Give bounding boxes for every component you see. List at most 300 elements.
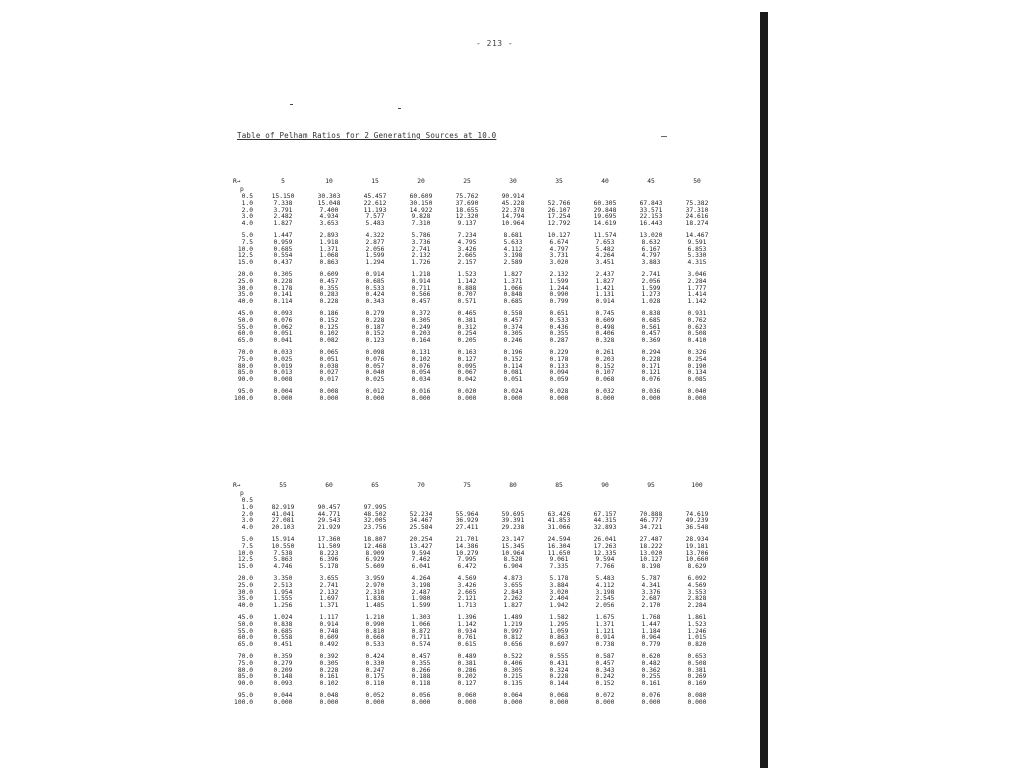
value-cell: 4.112 (503, 245, 523, 253)
value-cell: 1.246 (687, 627, 707, 635)
row-label: 20.0 (237, 270, 253, 278)
value-cell: 0.000 (687, 698, 707, 706)
value-cell: 11.574 (593, 231, 617, 239)
value-cell: 3.451 (595, 259, 615, 267)
value-cell: 22.378 (501, 206, 525, 214)
value-cell: 1.273 (641, 291, 661, 299)
value-cell: 25.584 (409, 524, 433, 532)
value-cell: 0.914 (595, 634, 615, 642)
column-header: 30 (509, 178, 517, 186)
value-cell: 9.061 (549, 556, 569, 564)
value-cell: 0.457 (503, 316, 523, 324)
value-cell: 0.081 (503, 369, 523, 377)
value-cell: 0.059 (549, 376, 569, 384)
value-cell: 7.538 (273, 549, 293, 557)
value-cell: 36.548 (685, 524, 709, 532)
value-cell: 0.558 (273, 634, 293, 642)
value-cell: 1.827 (503, 602, 523, 610)
value-cell: 0.369 (641, 337, 661, 345)
column-header: 40 (601, 178, 609, 186)
value-cell: 0.697 (549, 641, 569, 649)
value-cell: 1.059 (549, 627, 569, 635)
value-cell: 1.827 (595, 277, 615, 285)
value-cell: 0.381 (457, 659, 477, 667)
value-cell: 0.533 (549, 316, 569, 324)
value-cell: 0.127 (457, 680, 477, 688)
value-cell: 0.566 (411, 291, 431, 299)
value-cell: 0.609 (319, 634, 339, 642)
value-cell: 6.853 (687, 245, 707, 253)
value-cell: 12.468 (363, 542, 387, 550)
value-cell: 0.372 (411, 309, 431, 317)
blank-cell (398, 490, 444, 498)
value-cell: 17.263 (593, 542, 617, 550)
value-cell: 0.042 (457, 376, 477, 384)
row-variable-label: p (240, 489, 244, 497)
value-cell: 15.914 (271, 535, 295, 543)
value-cell: 0.964 (641, 634, 661, 642)
value-cell: 6.674 (549, 238, 569, 246)
column-header: 50 (693, 178, 701, 186)
value-cell: 4.797 (641, 252, 661, 260)
value-cell: 24.616 (685, 213, 709, 221)
value-cell: 0.188 (411, 673, 431, 681)
value-cell: 10.964 (501, 549, 525, 557)
value-cell: 0.997 (503, 627, 523, 635)
value-cell: 0.810 (365, 627, 385, 635)
value-cell: 8.223 (319, 549, 339, 557)
value-cell: 0.065 (319, 348, 339, 356)
value-cell: 10.127 (547, 231, 571, 239)
value-cell: 0.934 (457, 627, 477, 635)
row-label: 35.0 (237, 291, 253, 299)
column-header: 95 (647, 482, 655, 490)
value-cell: 67.157 (593, 510, 617, 518)
value-cell: 1.303 (411, 613, 431, 621)
value-cell: 7.653 (595, 238, 615, 246)
value-cell: 0.406 (595, 330, 615, 338)
value-cell: 75.382 (685, 199, 709, 207)
value-cell: 0.660 (365, 634, 385, 642)
value-cell: 7.995 (457, 556, 477, 564)
value-cell: 9.594 (595, 556, 615, 564)
value-cell: 1.827 (273, 220, 293, 228)
blank-cell (536, 186, 582, 194)
value-cell: 6.929 (365, 556, 385, 564)
value-cell: 12.320 (455, 213, 479, 221)
value-cell: 37.310 (685, 206, 709, 214)
value-cell: 7.234 (457, 231, 477, 239)
value-cell: 0.110 (365, 680, 385, 688)
corner-label: R→ (233, 178, 241, 186)
value-cell: 0.118 (411, 680, 431, 688)
value-cell: 4.341 (641, 581, 661, 589)
value-cell: 0.571 (457, 298, 477, 306)
value-cell: 1.396 (457, 613, 477, 621)
value-cell: 0.406 (503, 659, 523, 667)
value-cell: 0.761 (457, 634, 477, 642)
value-cell: 13.020 (639, 231, 663, 239)
row-label: 12.5 (237, 556, 253, 564)
table-row (230, 525, 720, 532)
value-cell: 23.147 (501, 535, 525, 543)
column-header: 25 (463, 178, 471, 186)
value-cell: 0.171 (641, 362, 661, 370)
value-cell: 9.594 (411, 549, 431, 557)
value-cell: 0.343 (595, 666, 615, 674)
value-cell: 1.184 (641, 627, 661, 635)
row-label: 7.5 (241, 542, 253, 550)
blank-cell (444, 490, 490, 498)
value-cell: 0.620 (641, 652, 661, 660)
value-cell: 2.132 (411, 252, 431, 260)
value-cell: 33.571 (639, 206, 663, 214)
value-cell: 0.148 (273, 673, 293, 681)
value-cell: 3.020 (549, 588, 569, 596)
value-cell: 5.863 (273, 556, 293, 564)
column-header: 65 (371, 482, 379, 490)
column-header: 5 (281, 178, 285, 186)
row-label: 20.0 (237, 574, 253, 582)
value-cell: 0.178 (273, 284, 293, 292)
value-cell: 0.990 (365, 620, 385, 628)
value-cell: 17.360 (317, 535, 341, 543)
value-cell: 0.482 (641, 659, 661, 667)
value-cell: 2.741 (411, 245, 431, 253)
value-cell: 27.411 (455, 524, 479, 532)
value-cell: 0.457 (319, 277, 339, 285)
value-cell: 67.843 (639, 199, 663, 207)
row-label: 3.0 (241, 213, 253, 221)
value-cell: 0.093 (273, 680, 293, 688)
value-cell: 1.142 (687, 298, 707, 306)
value-cell: 0.872 (411, 627, 431, 635)
value-cell: 0.457 (411, 652, 431, 660)
table-row (230, 221, 720, 228)
value-cell: 2.893 (319, 231, 339, 239)
value-cell: 0.436 (549, 323, 569, 331)
column-header: 15 (371, 178, 379, 186)
value-cell (444, 498, 490, 505)
value-cell: 4.322 (365, 231, 385, 239)
value-cell: 31.066 (547, 524, 571, 532)
value-cell: 49.239 (685, 517, 709, 525)
value-cell: 5.787 (641, 574, 661, 582)
value-cell: 2.482 (273, 213, 293, 221)
value-cell: 0.034 (411, 376, 431, 384)
value-cell: 21.929 (317, 524, 341, 532)
value-cell: 1.219 (503, 620, 523, 628)
row-label: 0.5 (241, 497, 253, 504)
value-cell: 29.238 (501, 524, 525, 532)
value-cell: 0.127 (457, 355, 477, 363)
value-cell: 7.338 (273, 199, 293, 207)
blank-cell (674, 490, 720, 498)
value-cell: 2.970 (365, 581, 385, 589)
value-cell: 0.305 (319, 659, 339, 667)
value-cell: 0.041 (273, 337, 293, 345)
row-label: 45.0 (237, 309, 253, 317)
value-cell: 0.152 (503, 355, 523, 363)
value-cell: 74.619 (685, 510, 709, 518)
value-cell: 2.132 (549, 270, 569, 278)
value-cell: 2.741 (641, 270, 661, 278)
value-cell: 0.076 (641, 691, 661, 699)
row-label: 5.0 (241, 231, 253, 239)
value-cell: 14.386 (455, 542, 479, 550)
value-cell: 0.164 (411, 337, 431, 345)
value-cell: 0.000 (641, 698, 661, 706)
value-cell: 0.008 (273, 376, 293, 384)
value-cell: 12.792 (547, 220, 571, 228)
value-cell: 0.209 (273, 666, 293, 674)
value-cell: 0.178 (549, 355, 569, 363)
value-cell: 29.848 (593, 206, 617, 214)
row-variable-label: p (240, 185, 244, 193)
value-cell: 0.000 (365, 394, 385, 402)
value-cell: 6.092 (687, 574, 707, 582)
value-cell: 2.056 (365, 245, 385, 253)
value-cell: 9.828 (411, 213, 431, 221)
value-cell: 0.508 (687, 659, 707, 667)
row-label: 50.0 (237, 620, 253, 628)
column-header: 35 (555, 178, 563, 186)
value-cell: 2.404 (549, 595, 569, 603)
value-cell: 63.426 (547, 510, 571, 518)
value-cell: 0.651 (549, 309, 569, 317)
column-header: 100 (691, 482, 703, 490)
row-label: 95.0 (237, 387, 253, 395)
row-label: 25.0 (237, 581, 253, 589)
value-cell: 0.060 (457, 691, 477, 699)
value-cell: 0.057 (365, 362, 385, 370)
value-cell: 0.051 (273, 330, 293, 338)
value-cell: 4.746 (273, 563, 293, 571)
value-cell: 0.286 (457, 666, 477, 674)
value-cell: 32.893 (593, 524, 617, 532)
value-cell: 0.381 (687, 666, 707, 674)
value-cell: 0.102 (319, 330, 339, 338)
row-label: 1.0 (241, 199, 253, 207)
document-title (237, 131, 496, 140)
value-cell: 0.152 (319, 316, 339, 324)
value-cell: 0.465 (457, 309, 477, 317)
value-cell: 1.827 (503, 270, 523, 278)
value-cell: 0.008 (319, 387, 339, 395)
value-cell: 0.330 (365, 659, 385, 667)
value-cell: 1.421 (595, 284, 615, 292)
value-cell: 4.264 (595, 252, 615, 260)
column-header: 20 (417, 178, 425, 186)
value-cell: 0.685 (365, 277, 385, 285)
value-cell: 8.198 (641, 563, 661, 571)
row-label: 10.0 (237, 549, 253, 557)
value-cell: 28.934 (685, 535, 709, 543)
value-cell: 7.310 (411, 220, 431, 228)
value-cell: 0.685 (503, 298, 523, 306)
value-cell: 0.203 (411, 330, 431, 338)
ratio-table-1 (230, 176, 720, 403)
value-cell: 0.000 (365, 698, 385, 706)
value-cell: 55.964 (455, 510, 479, 518)
value-cell: 0.000 (273, 394, 293, 402)
value-cell: 0.324 (549, 666, 569, 674)
value-cell: 0.355 (411, 659, 431, 667)
value-cell: 1.131 (595, 291, 615, 299)
value-cell: 0.102 (319, 680, 339, 688)
value-cell: 16.443 (639, 220, 663, 228)
column-header: 55 (279, 482, 287, 490)
column-header: 85 (555, 482, 563, 490)
blank-cell (352, 490, 398, 498)
value-cell: 0.107 (595, 369, 615, 377)
value-cell: 0.228 (319, 298, 339, 306)
table-row (230, 396, 720, 403)
value-cell: 0.359 (273, 652, 293, 660)
value-cell: 0.076 (273, 316, 293, 324)
value-cell: 8.632 (641, 238, 661, 246)
value-cell: 70.888 (639, 510, 663, 518)
row-label: 7.5 (241, 238, 253, 246)
value-cell: 44.771 (317, 510, 341, 518)
value-cell: 0.863 (319, 259, 339, 267)
value-cell: 45.457 (363, 193, 387, 200)
value-cell: 0.305 (503, 330, 523, 338)
value-cell: 1.066 (503, 284, 523, 292)
value-cell: 0.085 (687, 376, 707, 384)
value-cell: 0.451 (273, 641, 293, 649)
value-cell: 2.843 (503, 588, 523, 596)
value-cell: 0.000 (641, 394, 661, 402)
value-cell: 4.112 (595, 581, 615, 589)
value-cell: 0.051 (503, 376, 523, 384)
blank-cell (490, 490, 536, 498)
value-cell: 90.914 (501, 193, 525, 200)
value-cell: 0.016 (411, 387, 431, 395)
value-cell: 0.711 (411, 284, 431, 292)
value-cell: 0.000 (457, 698, 477, 706)
value-cell: 2.284 (687, 602, 707, 610)
value-cell: 0.067 (457, 369, 477, 377)
column-header: 45 (647, 178, 655, 186)
value-cell: 0.820 (687, 641, 707, 649)
row-label: 3.0 (241, 517, 253, 525)
value-cell: 2.589 (503, 259, 523, 267)
row-label: 90.0 (237, 376, 253, 384)
value-cell: 0.246 (503, 337, 523, 345)
value-cell: 0.431 (549, 659, 569, 667)
row-label: 45.0 (237, 613, 253, 621)
value-cell: 0.044 (273, 691, 293, 699)
value-cell: 2.687 (641, 595, 661, 603)
value-cell: 0.990 (549, 291, 569, 299)
value-cell: 82.919 (271, 503, 295, 511)
value-cell: 3.655 (319, 574, 339, 582)
value-cell: 97.995 (363, 503, 387, 511)
blank-cell (536, 490, 582, 498)
title-dash (661, 136, 667, 137)
column-header: 60 (325, 482, 333, 490)
value-cell (536, 498, 582, 505)
row-label: 60.0 (237, 634, 253, 642)
value-cell: 0.102 (411, 355, 431, 363)
value-cell: 0.249 (411, 323, 431, 331)
value-cell: 1.697 (319, 595, 339, 603)
value-cell: 4.797 (549, 245, 569, 253)
value-cell: 60.305 (593, 199, 617, 207)
value-cell: 27.081 (271, 517, 295, 525)
value-cell: 13.427 (409, 542, 433, 550)
value-cell: 27.487 (639, 535, 663, 543)
table-row (230, 260, 720, 267)
value-cell: 0.000 (549, 698, 569, 706)
value-cell: 26.107 (547, 206, 571, 214)
value-cell: 29.543 (317, 517, 341, 525)
value-cell: 0.135 (503, 680, 523, 688)
value-cell: 6.396 (319, 556, 339, 564)
value-cell: 0.711 (411, 634, 431, 642)
value-cell: 14.922 (409, 206, 433, 214)
value-cell: 0.000 (503, 698, 523, 706)
value-cell: 11.509 (317, 542, 341, 550)
value-cell: 2.262 (503, 595, 523, 603)
row-label: 55.0 (237, 627, 253, 635)
value-cell: 1.777 (687, 284, 707, 292)
value-cell: 0.054 (411, 369, 431, 377)
value-cell: 1.599 (641, 284, 661, 292)
value-cell: 1.024 (273, 613, 293, 621)
value-cell: 0.888 (457, 284, 477, 292)
value-cell: 0.076 (641, 376, 661, 384)
value-cell: 0.914 (319, 620, 339, 628)
value-cell: 3.350 (273, 574, 293, 582)
value-cell: 0.457 (641, 330, 661, 338)
value-cell: 0.024 (503, 387, 523, 395)
value-cell: 4.264 (411, 574, 431, 582)
value-cell: 0.305 (503, 666, 523, 674)
value-cell: 0.095 (457, 362, 477, 370)
row-label: 5.0 (241, 535, 253, 543)
value-cell: 7.766 (595, 563, 615, 571)
value-cell: 5.482 (595, 245, 615, 253)
value-cell: 14.794 (501, 213, 525, 221)
value-cell: 2.157 (457, 259, 477, 267)
table-row (230, 681, 720, 688)
value-cell: 5.609 (365, 563, 385, 571)
value-cell: 0.287 (549, 337, 569, 345)
value-cell: 3.959 (365, 574, 385, 582)
value-cell: 15.048 (317, 199, 341, 207)
row-label: 2.0 (241, 206, 253, 214)
value-cell: 0.121 (641, 369, 661, 377)
value-cell: 1.675 (595, 613, 615, 621)
value-cell: 0.152 (595, 362, 615, 370)
value-cell: 0.362 (641, 666, 661, 674)
column-header: 70 (417, 482, 425, 490)
value-cell: 0.492 (319, 641, 339, 649)
value-cell: 75.762 (455, 193, 479, 200)
value-cell: 2.056 (595, 602, 615, 610)
row-label: 10.0 (237, 245, 253, 253)
value-cell: 30.150 (409, 199, 433, 207)
row-variable-row (230, 490, 720, 498)
value-cell: 0.161 (319, 673, 339, 681)
value-cell: 0.000 (319, 394, 339, 402)
value-cell: 0.279 (365, 309, 385, 317)
value-cell (582, 498, 628, 505)
value-cell: 0.838 (273, 620, 293, 628)
value-cell: 1.371 (503, 277, 523, 285)
